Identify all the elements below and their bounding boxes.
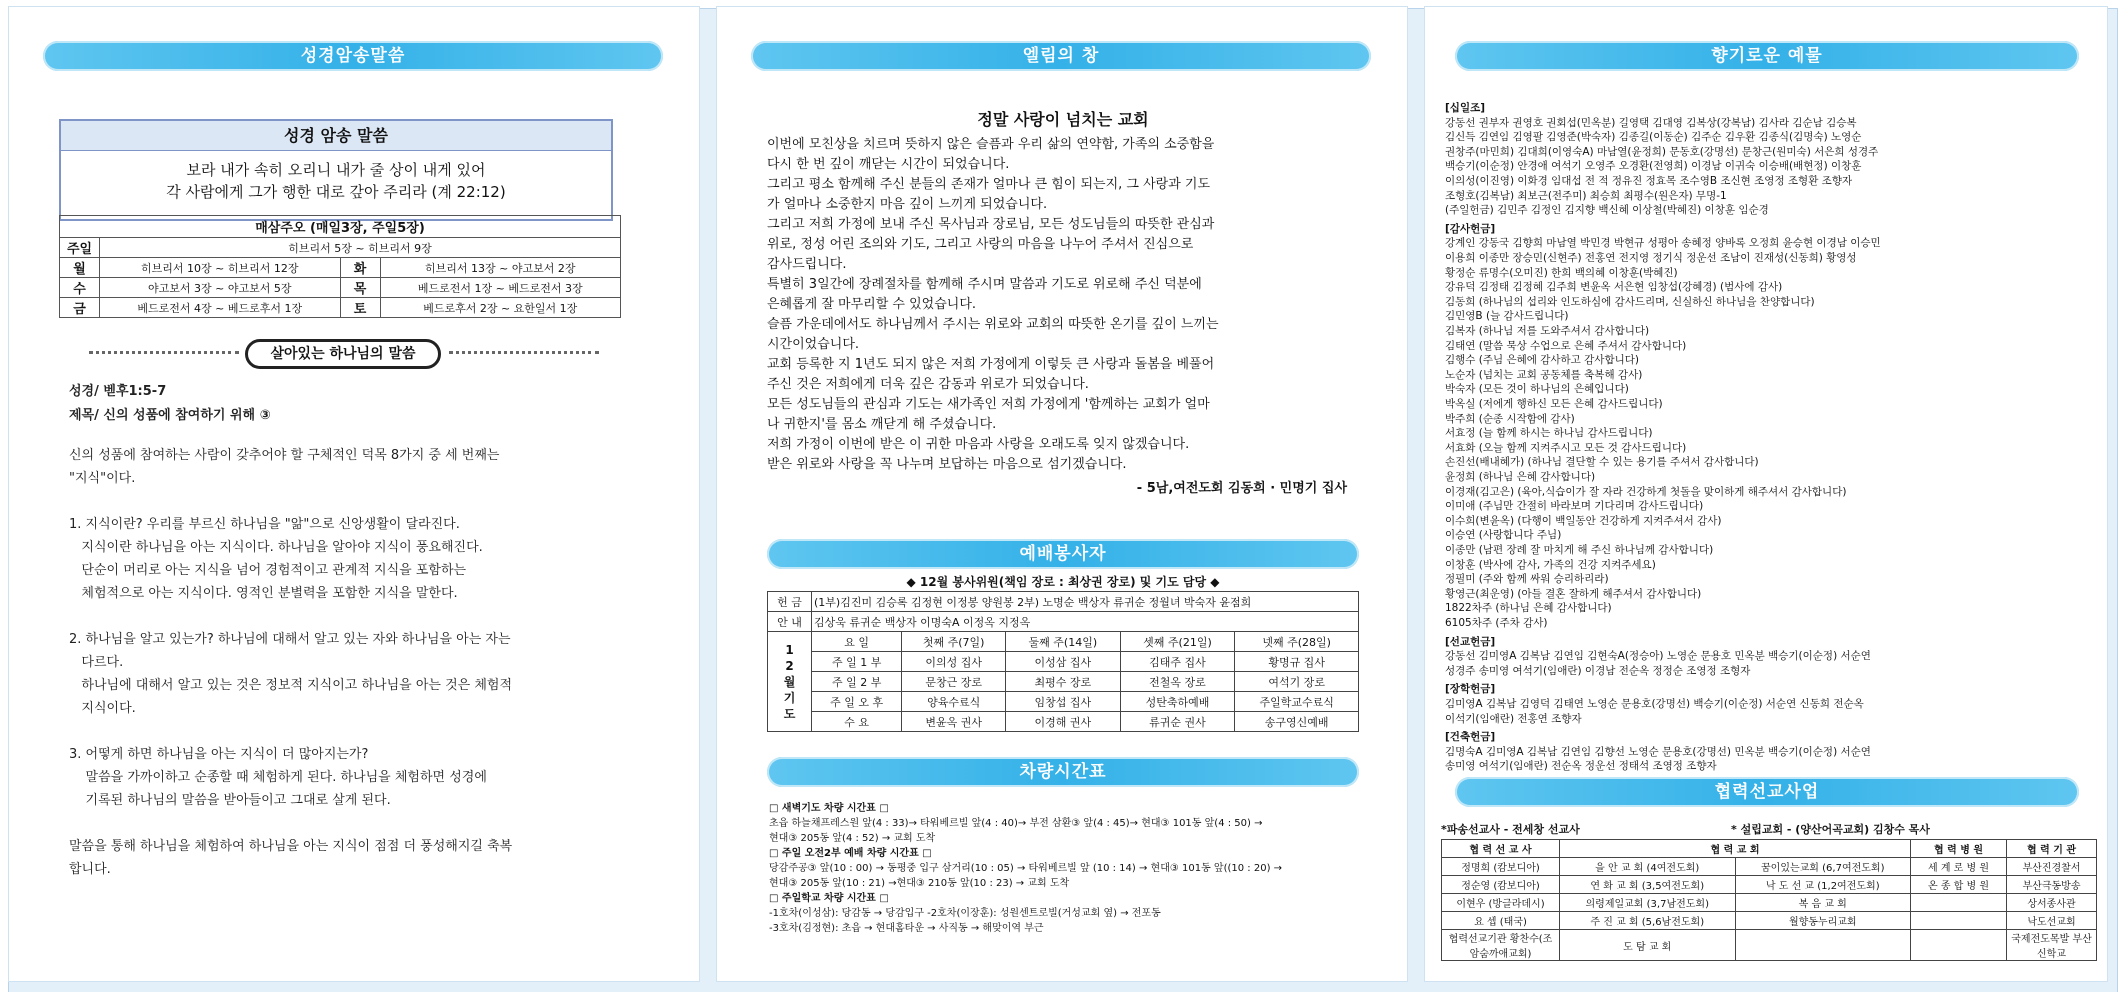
- offering-line: 김복자 (하나님 저를 도와주셔서 감사합니다): [1445, 325, 1650, 337]
- offering-line: 백승기(이순정) 안경애 여석기 오영주 오경환(전영희) 이경남 이귀숙 이승배(배현정) 이창훈: [1445, 160, 1862, 173]
- vol-label: 안 내: [768, 612, 812, 632]
- sermon-line: 3. 어떻게 하면 하나님을 아는 지식이 더 많아지는가?: [69, 747, 369, 762]
- mission-cell: 온 종 합 병 원: [1911, 876, 2007, 894]
- vol-cell: 류귀순 권사: [1120, 712, 1235, 732]
- mission-cell: 세 계 로 병 원: [1911, 858, 2007, 876]
- volunteers-table: [767, 591, 1359, 732]
- sermon-line: 하나님에 대해서 알고 있는 것은 정보적 지식이고 하나님을 아는 것은 체험적: [69, 678, 513, 693]
- offering-section-title: [감사헌금]: [1445, 222, 1496, 235]
- reading-range: 베드로후서 2장 ~ 요한일서 1장: [380, 298, 621, 318]
- offering-line: 이경재(김고은) (육아,식습이가 잘 자라 건강하게 첫돌을 맞이하게 해주셔서 감사합니다): [1445, 485, 1847, 498]
- reading-day: 수: [60, 278, 100, 298]
- sermon-reference: 성경/ 벧후1:5-7: [69, 384, 167, 399]
- offering-line: 성경주 송미영 여석기(임애란) 이경남 전순옥 정정순 조영정 조형자: [1445, 664, 1751, 677]
- mission-col-head: 협 력 선 교 사: [1442, 840, 1560, 858]
- letter-line: 은혜롭게 잘 마무리할 수 있었습니다.: [767, 297, 977, 312]
- mission-cell: 정순영 (캄보디아): [1442, 876, 1560, 894]
- mission-cell: 상서종사관: [2007, 894, 2097, 912]
- offering-line: 이종만 (남편 장례 잘 마치게 해 주신 하나님께 감사합니다): [1445, 544, 1714, 556]
- offering-line: 강동선 김미영A 김복남 김연임 김현숙A(정승아) 노영순 문용호 민옥분 백승기(이순정) 서순연: [1445, 650, 1871, 663]
- reading-range: 히브리서 10장 ~ 히브리서 12장: [100, 258, 341, 278]
- vol-cell: 주 일 오 후: [812, 692, 902, 712]
- sermon-line: 말씀을 가까이하고 순종할 때 체험하게 된다. 하나님을 체험하면 성경에: [69, 770, 487, 785]
- vol-cell: 최평수 장로: [1006, 672, 1121, 692]
- mission-cell: [1911, 930, 2007, 961]
- sermon-line: 기록된 하나님의 말씀을 받아들이고 그대로 살게 된다.: [69, 793, 391, 808]
- sermon-line: 1. 지식이란? 우리를 부르신 하나님을 "앎"으로 신앙생활이 달라진다.: [69, 517, 460, 532]
- reading-range: 야고보서 3장 ~ 야고보서 5장: [100, 278, 341, 298]
- letter-line: 위로, 정성 어린 조의와 기도, 그리고 사랑의 마음을 나누어 주셔서 진심으로: [767, 237, 1194, 252]
- offering-line: 서효정 (늘 함께 하시는 하나님 감사드립니다): [1445, 427, 1653, 440]
- mission-cell: 이현우 (방글라데시): [1442, 894, 1560, 912]
- vol-month: 12월기도: [768, 632, 812, 732]
- offering-line: 강계인 강동국 김향희 마남열 박민경 박현규 성평아 송혜정 양바록 오정희 윤승현 이경남 이승민: [1445, 237, 1881, 250]
- offering-line: 권창주(마민희) 김대희(이영숙A) 마남열(윤정희) 문동호(강명선) 문창근(원미숙) 서은희 성경주: [1445, 145, 1879, 158]
- offering-line: 김미영A 김복남 김영덕 김태연 노영순 문용호(강명선) 백승기(이순정) 서순연 신동희 전순옥: [1445, 698, 1864, 710]
- mission-cell: 요 셉 (태국): [1442, 912, 1560, 930]
- vol-cell: 이의성 집사: [902, 652, 1006, 672]
- reading-day: 주일: [60, 238, 100, 258]
- vol-names: 김상욱 류귀순 백상자 이명숙A 이정옥 지정옥: [812, 612, 1359, 632]
- sermon-line: 2. 하나님을 알고 있는가? 하나님에 대해서 알고 있는 자와 하나님을 아는 자는: [69, 632, 511, 647]
- offering-line: 송미영 여석기(임애란) 전순옥 정운선 정태석 조영정 조향자: [1445, 760, 1717, 773]
- offering-line: 이창훈 (박사에 감사, 가족의 건강 지켜주세요): [1445, 558, 1656, 571]
- offering-line: 김태연 (말씀 묵상 수업으로 은혜 주셔서 감사합니다): [1445, 339, 1687, 352]
- offering-line: 김신득 김연임 김영팔 김영준(박숙자) 김종길(이동순) 김주순 김우환 김종식(김명숙) 노영순: [1445, 131, 1862, 144]
- letter-line: 다시 한 번 깊이 깨닫는 시간이 되었습니다.: [767, 157, 1010, 172]
- reading-day: 화: [340, 258, 380, 278]
- memory-verse-title: 성경 암송 말씀: [61, 121, 611, 151]
- vol-col-head: 요 일: [812, 632, 902, 652]
- reading-day: 목: [340, 278, 380, 298]
- bus-line: 초읍 하늘채프레스원 앞(4 : 33)→ 타워베르빌 앞(4 : 40)→ 부전 삼환③ 앞(4 : 45)→ 현대③ 101동 앞(4 : 50) →: [769, 818, 1263, 829]
- mission-cell: 부산극동방송: [2007, 876, 2097, 894]
- vol-names: (1부)김진미 김승록 김정현 이정봉 양원봉 2부) 노명순 백상자 류귀순 정월녀 박숙자 윤점희: [812, 592, 1359, 612]
- mission-cell: 도 탐 교 회: [1560, 930, 1736, 961]
- bus-line: 당감주공③ 앞(10 : 00) → 동평중 입구 삼거리(10 : 05) → 타워베르빌 앞 (10 : 14) → 현대③ 101동 앞((10 : 20) →: [769, 863, 1283, 874]
- mission-cell: 정명희 (캄보디아): [1442, 858, 1560, 876]
- sermon-line: 합니다.: [69, 862, 111, 877]
- vol-cell: 변윤옥 권사: [902, 712, 1006, 732]
- vol-cell: 성탄축하예배: [1120, 692, 1235, 712]
- sermon-title: 제목/ 신의 성품에 참여하기 위해 ③: [69, 408, 271, 423]
- letter-line: 슬픔 가운데에서도 하나님께서 주시는 위로와 교회의 따뜻한 온기를 깊이 느끼는: [767, 317, 1219, 332]
- sermon-line: "지식"이다.: [69, 471, 136, 486]
- vol-cell: 수 요: [812, 712, 902, 732]
- offering-line: 김민영B (늘 감사드립니다): [1445, 310, 1569, 323]
- mission-cell: [1735, 930, 1911, 961]
- offering-line: 6105차주 (주차 감사): [1445, 617, 1548, 629]
- memory-verse-line: 보라 내가 속히 오리니 내가 줄 상이 내게 있어: [186, 161, 486, 179]
- mission-cell: 꿈이있는교회 (6,7여전도회): [1735, 858, 1911, 876]
- offering-line: 이의성(이진영) 이화경 임대섭 전 적 정유진 정효목 조수영B 조신현 조영정 조형환 조향자: [1445, 175, 1853, 187]
- bus-line: 현대③ 205동 앞(4 : 52) → 교회 도착: [769, 833, 936, 844]
- mission-cell: 월향동누리교회: [1735, 912, 1911, 930]
- offering-line: 조형호(김복남) 최보근(전주미) 최승희 최평수(원은자) 무명-1: [1445, 189, 1727, 202]
- mission-cell: 복 음 교 회: [1735, 894, 1911, 912]
- offering-line: 김행수 (주님 은혜에 감사하고 감사합니다): [1445, 354, 1639, 367]
- offering-line: 이수희(변윤옥) (다행이 백일동안 건강하게 지켜주셔서 감사): [1445, 514, 1722, 527]
- bus-line: -3호차(김정현): 초읍 → 현대홈타운 → 사직동 → 해맞이역 부근: [769, 923, 1044, 934]
- vol-cell: 김태주 집사: [1120, 652, 1235, 672]
- divider-dots: [89, 351, 239, 354]
- sermon-line: 체험적으로 아는 지식이다. 영적인 분별력을 포함한 지식을 말한다.: [69, 586, 458, 601]
- offering-section-title: [장학헌금]: [1445, 683, 1496, 696]
- sermon-line: 지식이다.: [69, 701, 136, 716]
- sermon-line: 단순이 머리로 아는 지식을 넘어 경험적이고 관계적 지식을 포함하는: [69, 563, 467, 578]
- mission-cell: 낙 도 선 교 (1,2여전도회): [1735, 876, 1911, 894]
- letter-signature: - 5남,여전도회 김동희 · 민명기 집사: [1136, 481, 1347, 496]
- reading-range: 히브리서 5장 ~ 히브리서 9장: [100, 238, 621, 258]
- vol-col-head: 셋째 주(21일): [1120, 632, 1235, 652]
- volunteers-header: 예배봉사자: [767, 539, 1359, 569]
- living-word-badge: 살아있는 하나님의 말씀: [245, 339, 441, 369]
- vol-col-head: 둘째 주(14일): [1006, 632, 1121, 652]
- reading-range: 베드로전서 1장 ~ 베드로전서 3장: [380, 278, 621, 298]
- vol-cell: 송구영신예배: [1235, 712, 1359, 732]
- offering-line: 이석기(임애란) 전홍연 조향자: [1445, 712, 1582, 725]
- mission-cell: 의령제일교회 (3,7남전도회): [1560, 894, 1736, 912]
- bible-reading-table: [59, 215, 621, 318]
- offerings-header: 향기로운 예물: [1455, 41, 2079, 71]
- letter-line: 시간이었습니다.: [767, 337, 860, 352]
- offering-line: (주일헌금) 김민주 김정인 김지향 백신혜 이상철(박혜진) 이창훈 임순경: [1445, 204, 1769, 217]
- vol-col-head: 넷째 주(28일): [1235, 632, 1359, 652]
- reading-title: 매삼주오 (매일3장, 주일5장): [60, 216, 621, 238]
- sermon-line: 말씀을 통해 하나님을 체험하여 하나님을 아는 지식이 점점 더 풍성해지길 축복: [69, 839, 513, 854]
- divider-dots: [449, 351, 599, 354]
- offering-line: 정필미 (주와 함께 싸워 승리하리라): [1445, 573, 1609, 586]
- vol-cell: 여석기 장로: [1235, 672, 1359, 692]
- volunteers-title: ◆ 12월 봉사위원(책임 장로 : 최상권 장로) 및 기도 담당 ◆: [906, 575, 1220, 589]
- reading-range: 히브리서 13장 ~ 야고보서 2장: [380, 258, 621, 278]
- offering-line: 이승연 (사랑합니다 주님): [1445, 529, 1562, 542]
- elim-window-header: 엘림의 창: [751, 41, 1371, 71]
- vol-cell: 양육수료식: [902, 692, 1006, 712]
- sermon-line: 신의 성품에 참여하는 사람이 갖추어야 할 구체적인 덕목 8가지 중 세 번째는: [69, 448, 500, 463]
- offering-line: 김동희 (하나님의 섭리와 인도하심에 감사드리며, 신실하신 하나님을 찬양합니다): [1445, 295, 1815, 308]
- offering-section-title: [선교헌금]: [1445, 635, 1496, 648]
- vol-label: 헌 금: [768, 592, 812, 612]
- sermon-line: 지식이란 하나님을 아는 지식이다. 하나님을 알아야 지식이 풍요해진다.: [69, 540, 483, 555]
- offering-section-title: [건축헌금]: [1445, 731, 1496, 744]
- bus-line: 현대③ 205동 앞(10 : 21) →현대③ 210동 앞(10 : 23) → 교회 도착: [769, 878, 1070, 889]
- mission-cell: 부산진경찰서: [2007, 858, 2097, 876]
- mission-cell: 연 화 교 회 (3,5여전도회): [1560, 876, 1736, 894]
- vol-cell: 이경해 권사: [1006, 712, 1121, 732]
- vol-cell: 주 일 1 부: [812, 652, 902, 672]
- mission-cell: 을 안 교 회 (4여전도회): [1560, 858, 1736, 876]
- mission-missionary: *파송선교사 - 전세창 선교사: [1441, 823, 1580, 836]
- offering-line: 이용희 이종만 장승민(신현주) 전홍연 전지영 정기식 정운선 조남이 진재성(신동희) 황영성: [1445, 252, 1857, 264]
- letter-line: 감사드립니다.: [767, 257, 847, 272]
- letter-line: 저희 가정이 이번에 받은 이 귀한 마음과 사랑을 오래도록 잊지 않겠습니다.: [767, 437, 1190, 452]
- offering-line: 황영근(최운영) (아들 결혼 잘하게 해주셔서 감사합니다): [1445, 587, 1702, 600]
- reading-range: 베드로전서 4장 ~ 베드로후서 1장: [100, 298, 341, 318]
- offering-line: 박숙자 (모든 것이 하나님의 은혜입니다): [1445, 383, 1629, 396]
- letter-line: 받은 위로와 사랑을 꼭 나누며 보답하는 마음으로 섬기겠습니다.: [767, 457, 1127, 472]
- vol-cell: 임창섭 집사: [1006, 692, 1121, 712]
- offering-line: 손진선(배내혜가) (하나님 결단할 수 있는 용기를 주셔서 감사합니다): [1445, 456, 1759, 469]
- bus-line: -1호차(이성삼): 당감동 → 당감입구 -2호차(이장훈): 성원센트로빌(거성교회 옆) → 전포동: [769, 908, 1161, 919]
- offering-line: 1822차주 (하나님 은혜 감사합니다): [1445, 602, 1612, 615]
- vol-cell: 이성삼 집사: [1006, 652, 1121, 672]
- letter-line: 그리고 평소 함께해 주신 분들의 존재가 얼마나 큰 힘이 되는지, 그 사랑과 기도: [767, 177, 1211, 192]
- mission-cell: [1911, 894, 2007, 912]
- reading-day: 금: [60, 298, 100, 318]
- memory-verse-line: 각 사람에게 그가 행한 대로 갚아 주리라 (계 22:12): [166, 183, 506, 201]
- offering-line: 강유덕 김정태 김정혜 김주희 변윤옥 서은현 임창섭(강혜경) (범사에 감사): [1445, 281, 1783, 294]
- offering-line: 박주희 (순종 시작함에 감사): [1445, 412, 1575, 425]
- vol-cell: 황명규 집사: [1235, 652, 1359, 672]
- bus-line: □ 주일학교 차량 시간표 □: [769, 893, 889, 904]
- vol-cell: 주 일 2 부: [812, 672, 902, 692]
- panel-offerings: [1424, 6, 2108, 982]
- vol-cell: 문창근 장로: [902, 672, 1006, 692]
- sermon-line: 다르다.: [69, 655, 124, 670]
- bus-schedule-header: 차량시간표: [767, 757, 1359, 787]
- memory-verse-header: 성경암송말씀: [43, 41, 663, 71]
- reading-day: 월: [60, 258, 100, 278]
- panel-elim-window: [716, 6, 1408, 982]
- offering-line: 강동선 권부자 권영호 권회섭(민옥분) 길영택 김대영 김복상(강복남) 김사라 김순남 김승복: [1445, 116, 1857, 129]
- mission-table: [1441, 839, 2097, 961]
- mission-col-head: 협 력 병 원: [1911, 840, 2007, 858]
- letter-line: 모든 성도님들의 관심과 기도는 새가족인 저희 가정에게 '함께하는 교회가 얼마: [767, 397, 1210, 412]
- reading-day: 토: [340, 298, 380, 318]
- mission-cell: 협력선교기관 황찬수(조암숨까애교회): [1442, 930, 1560, 961]
- mission-col-head: 협 력 기 관: [2007, 840, 2097, 858]
- vol-cell: 전철옥 장로: [1120, 672, 1235, 692]
- offering-line: 박옥실 (저에게 행하신 모든 은혜 감사드립니다): [1445, 398, 1663, 410]
- offering-section-title: [십일조]: [1445, 102, 1486, 114]
- memory-verse-box: [59, 119, 613, 221]
- letter-line: 교회 등록한 지 1년도 되지 않은 저희 가정에게 이렇듯 큰 사랑과 돌봄을 베풀어: [767, 357, 1215, 372]
- mission-header: 협력선교사업: [1455, 777, 2079, 807]
- mission-cell: 낙도선교회: [2007, 912, 2097, 930]
- offering-line: 윤정희 (하나님 은혜 감사합니다): [1445, 471, 1596, 483]
- offering-line: 황정순 류명수(오미진) 한희 백의혜 이창훈(박혜진): [1445, 266, 1678, 279]
- panel-memory-verse: [8, 6, 700, 982]
- letter-line: 특별히 3일간에 장례절차를 함께해 주시며 말씀과 기도로 위로해 주신 덕분에: [767, 277, 1202, 292]
- offering-line: 김명숙A 김미영A 김복남 김연임 김향선 노영순 문용호(강명선) 민옥분 백승기(이순정) 서순연: [1445, 745, 1871, 758]
- letter-line: 나 귀한지'를 몸소 깨닫게 해 주셨습니다.: [767, 417, 997, 432]
- offering-line: 이미애 (주님만 간절히 바라보며 기다리며 감사드립니다): [1445, 500, 1704, 513]
- letter-line: 가 얼마나 소중한지 마음 깊이 느끼게 되었습니다.: [767, 197, 1048, 212]
- vol-col-head: 첫째 주(7일): [902, 632, 1006, 652]
- vol-cell: 주일학교수료식: [1235, 692, 1359, 712]
- mission-church: * 설립교회 - (양산어곡교회) 김창수 목사: [1731, 823, 1930, 836]
- bus-line: □ 주일 오전2부 예배 차량 시간표 □: [769, 848, 932, 859]
- offering-line: 서효화 (오늘 함께 지켜주시고 모든 것 감사드립니다): [1445, 441, 1687, 454]
- letter-title: 정말 사랑이 넘치는 교회: [977, 110, 1149, 129]
- mission-col-head: 협 력 교 회: [1560, 840, 1911, 858]
- mission-cell: 국제전도목발 부산신학교: [2007, 930, 2097, 961]
- letter-line: 이번에 모친상을 치르며 뜻하지 않은 슬픔과 우리 삶의 연약함, 가족의 소중함을: [767, 137, 1215, 152]
- bus-line: □ 새벽기도 차량 시간표 □: [769, 803, 889, 814]
- mission-cell: [1911, 912, 2007, 930]
- letter-line: 주신 것은 저희에게 더욱 깊은 감동과 위로가 되었습니다.: [767, 377, 1089, 392]
- offering-line: 노순자 (넘치는 교회 공동체를 축복해 감사): [1445, 368, 1643, 381]
- mission-cell: 주 진 교 회 (5,6남전도회): [1560, 912, 1736, 930]
- letter-line: 그리고 저희 가정에 보내 주신 목사님과 장로님, 모든 성도님들의 따뜻한 관심과: [767, 217, 1215, 232]
